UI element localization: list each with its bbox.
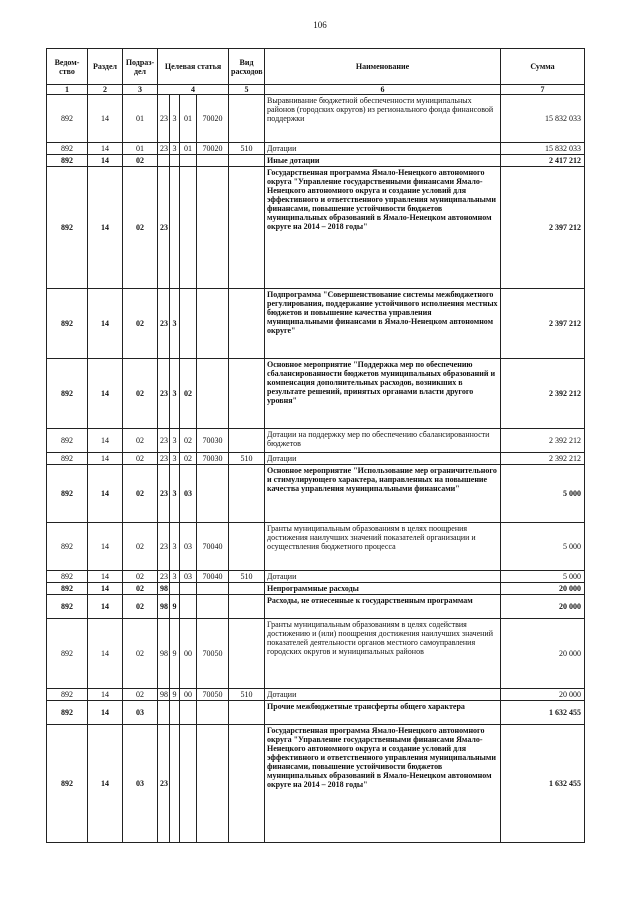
cell-target-event: 02: [180, 453, 197, 465]
cell-expense-type: 510: [229, 453, 265, 465]
table-row: [47, 619, 585, 689]
cell-target-direction: 70050: [197, 689, 229, 701]
cell-expense-type: 510: [229, 143, 265, 155]
cell-expense-type: [229, 725, 265, 843]
cell-target-event: 01: [180, 95, 197, 143]
cell-target-subprogram: 3: [170, 429, 180, 453]
table-row: [47, 289, 585, 359]
cell-vedomstvo: 892: [47, 453, 88, 465]
col-number: 4: [158, 85, 229, 95]
cell-target-direction: [197, 701, 229, 725]
table-row: [47, 429, 585, 453]
cell-razdel: 14: [88, 725, 123, 843]
cell-podrazdel: 02: [123, 523, 158, 571]
cell-target-program: 23: [158, 465, 170, 523]
cell-expense-type: [229, 167, 265, 289]
cell-target-subprogram: [170, 583, 180, 595]
cell-sum: 1 632 455: [501, 701, 585, 725]
cell-vedomstvo: 892: [47, 155, 88, 167]
cell-target-direction: [197, 359, 229, 429]
header-vedomstvo: Ведом- ство: [47, 49, 88, 85]
cell-name: Расходы, не отнесенные к государственным программам: [265, 595, 501, 619]
cell-target-direction: [197, 465, 229, 523]
cell-name: Прочие межбюджетные трансферты общего характера: [265, 701, 501, 725]
cell-target-event: [180, 595, 197, 619]
cell-podrazdel: 03: [123, 725, 158, 843]
cell-podrazdel: 02: [123, 465, 158, 523]
table-row: [47, 359, 585, 429]
cell-expense-type: [229, 95, 265, 143]
cell-expense-type: [229, 619, 265, 689]
cell-target-subprogram: 9: [170, 689, 180, 701]
cell-target-program: 23: [158, 453, 170, 465]
cell-razdel: 14: [88, 701, 123, 725]
cell-vedomstvo: 892: [47, 595, 88, 619]
cell-target-direction: [197, 167, 229, 289]
cell-razdel: 14: [88, 289, 123, 359]
cell-target-direction: [197, 583, 229, 595]
cell-podrazdel: 02: [123, 571, 158, 583]
cell-target-program: 23: [158, 95, 170, 143]
cell-podrazdel: 02: [123, 583, 158, 595]
cell-target-program: 98: [158, 595, 170, 619]
cell-razdel: 14: [88, 689, 123, 701]
cell-expense-type: 510: [229, 571, 265, 583]
col-number: 6: [265, 85, 501, 95]
table-row: [47, 595, 585, 619]
cell-vedomstvo: 892: [47, 689, 88, 701]
cell-name: Государственная программа Ямало-Ненецкого автономного округа "Управление государственными финансами Ямало-Ненецкого автономного округа и создание условий для эффективного и ответственного управления муниципальными финансами, повышение устойчивости бюджетов муниципальных образований в Ямало-Ненецком автономном округе на 2014 – 2018 годы": [265, 167, 501, 289]
cell-target-subprogram: 3: [170, 95, 180, 143]
cell-sum: 20 000: [501, 583, 585, 595]
cell-target-subprogram: 3: [170, 523, 180, 571]
cell-expense-type: [229, 595, 265, 619]
cell-target-event: [180, 725, 197, 843]
cell-target-subprogram: 3: [170, 465, 180, 523]
cell-target-event: 03: [180, 465, 197, 523]
cell-vedomstvo: 892: [47, 465, 88, 523]
cell-razdel: 14: [88, 429, 123, 453]
table-row: [47, 701, 585, 725]
cell-target-program: 98: [158, 619, 170, 689]
cell-sum: 2 392 212: [501, 429, 585, 453]
budget-table: [46, 48, 585, 843]
cell-sum: 20 000: [501, 619, 585, 689]
cell-podrazdel: 02: [123, 289, 158, 359]
cell-razdel: 14: [88, 571, 123, 583]
cell-target-direction: [197, 289, 229, 359]
cell-podrazdel: 02: [123, 619, 158, 689]
table-row: [47, 523, 585, 571]
header-row: [47, 49, 585, 85]
cell-razdel: 14: [88, 523, 123, 571]
cell-target-direction: 70020: [197, 143, 229, 155]
cell-expense-type: [229, 523, 265, 571]
cell-target-subprogram: [170, 725, 180, 843]
cell-target-event: 02: [180, 359, 197, 429]
cell-target-event: 03: [180, 523, 197, 571]
cell-name: Дотации: [265, 143, 501, 155]
cell-razdel: 14: [88, 595, 123, 619]
cell-razdel: 14: [88, 583, 123, 595]
col-number: 1: [47, 85, 88, 95]
cell-razdel: 14: [88, 619, 123, 689]
cell-vedomstvo: 892: [47, 143, 88, 155]
cell-expense-type: [229, 289, 265, 359]
cell-podrazdel: 01: [123, 143, 158, 155]
cell-target-program: 23: [158, 429, 170, 453]
col-number: 7: [501, 85, 585, 95]
cell-vedomstvo: 892: [47, 523, 88, 571]
cell-razdel: 14: [88, 453, 123, 465]
header-naim: Наименование: [265, 49, 501, 85]
cell-name: Гранты муниципальным образованиям в целях содействия достижению и (или) поощрения достижения наилучших значений показателей деятельности органов местного самоуправления городских округов и муниципальных районов: [265, 619, 501, 689]
header-summa: Сумма: [501, 49, 585, 85]
cell-target-event: 00: [180, 619, 197, 689]
table-row: [47, 725, 585, 843]
cell-vedomstvo: 892: [47, 167, 88, 289]
header-podrazdel: Подраз- дел: [123, 49, 158, 85]
cell-target-program: 23: [158, 289, 170, 359]
cell-name: Основное мероприятие "Использование мер ограничительного и стимулирующего характера, направленных на повышение качества управления муниципальными финансами": [265, 465, 501, 523]
cell-target-direction: [197, 595, 229, 619]
cell-podrazdel: 02: [123, 453, 158, 465]
cell-sum: 2 392 212: [501, 359, 585, 429]
cell-expense-type: [229, 465, 265, 523]
cell-target-direction: 70040: [197, 523, 229, 571]
cell-podrazdel: 02: [123, 689, 158, 701]
table-row: [47, 465, 585, 523]
cell-razdel: 14: [88, 95, 123, 143]
cell-razdel: 14: [88, 143, 123, 155]
col-number: 2: [88, 85, 123, 95]
table-row: [47, 95, 585, 143]
cell-target-event: [180, 167, 197, 289]
cell-podrazdel: 02: [123, 595, 158, 619]
cell-podrazdel: 01: [123, 95, 158, 143]
cell-target-direction: 70030: [197, 453, 229, 465]
header-vid: Вид расходов: [229, 49, 265, 85]
cell-name: Государственная программа Ямало-Ненецкого автономного округа "Управление государственными финансами Ямало-Ненецкого автономного округа и создание условий для эффективного и ответственного управления муниципальными финансами, повышение устойчивости бюджетов муниципальных образований в Ямало-Ненецком автономном округе на 2014 – 2018 годы": [265, 725, 501, 843]
cell-name: Дотации: [265, 571, 501, 583]
cell-target-program: 23: [158, 167, 170, 289]
cell-expense-type: [229, 155, 265, 167]
cell-expense-type: [229, 583, 265, 595]
cell-razdel: 14: [88, 465, 123, 523]
cell-vedomstvo: 892: [47, 583, 88, 595]
header-celevaya: Целевая статья: [158, 49, 229, 85]
cell-sum: 15 832 033: [501, 95, 585, 143]
cell-target-direction: 70040: [197, 571, 229, 583]
cell-name: Дотации: [265, 453, 501, 465]
cell-target-subprogram: [170, 155, 180, 167]
column-number-row: [47, 85, 585, 95]
cell-podrazdel: 02: [123, 429, 158, 453]
cell-vedomstvo: 892: [47, 725, 88, 843]
cell-podrazdel: 02: [123, 359, 158, 429]
cell-target-program: [158, 701, 170, 725]
cell-target-event: 03: [180, 571, 197, 583]
cell-vedomstvo: 892: [47, 95, 88, 143]
cell-razdel: 14: [88, 155, 123, 167]
cell-target-direction: 70050: [197, 619, 229, 689]
cell-razdel: 14: [88, 359, 123, 429]
cell-name: Дотации на поддержку мер по обеспечению сбалансированности бюджетов: [265, 429, 501, 453]
cell-target-event: [180, 701, 197, 725]
cell-target-subprogram: 3: [170, 143, 180, 155]
cell-target-subprogram: 3: [170, 289, 180, 359]
table-row: [47, 583, 585, 595]
cell-name: Подпрограмма "Совершенствование системы межбюджетного регулирования, поддержание устойчивого исполнения местных бюджетов и повышение качества управления муниципальными финансами в Ямало-Ненецком автономном округе": [265, 289, 501, 359]
cell-target-direction: 70020: [197, 95, 229, 143]
cell-podrazdel: 02: [123, 155, 158, 167]
cell-sum: 5 000: [501, 571, 585, 583]
cell-target-subprogram: 9: [170, 619, 180, 689]
cell-razdel: 14: [88, 167, 123, 289]
cell-target-subprogram: 3: [170, 571, 180, 583]
cell-target-subprogram: [170, 701, 180, 725]
table-row: [47, 155, 585, 167]
cell-name: Выравнивание бюджетной обеспеченности муниципальных районов (городских округов) из регионального фонда финансовой поддержки: [265, 95, 501, 143]
table-row: [47, 453, 585, 465]
cell-vedomstvo: 892: [47, 429, 88, 453]
cell-expense-type: [229, 429, 265, 453]
cell-podrazdel: 03: [123, 701, 158, 725]
page-number: 106: [313, 20, 327, 30]
col-number: 5: [229, 85, 265, 95]
cell-sum: 20 000: [501, 595, 585, 619]
table-row: [47, 689, 585, 701]
cell-target-event: [180, 583, 197, 595]
cell-sum: 2 397 212: [501, 167, 585, 289]
cell-target-event: 01: [180, 143, 197, 155]
cell-target-program: 23: [158, 359, 170, 429]
cell-target-direction: [197, 725, 229, 843]
cell-target-event: [180, 289, 197, 359]
cell-expense-type: [229, 359, 265, 429]
cell-target-subprogram: 3: [170, 359, 180, 429]
cell-name: Основное мероприятие "Поддержка мер по обеспечению сбалансированности бюджетов муниципальных образований и компенсация дополнительных расходов, возникших в результате решений, принятых органами власти другого уровня": [265, 359, 501, 429]
cell-target-program: 23: [158, 571, 170, 583]
cell-podrazdel: 02: [123, 167, 158, 289]
table-row: [47, 571, 585, 583]
cell-vedomstvo: 892: [47, 359, 88, 429]
cell-sum: 5 000: [501, 523, 585, 571]
cell-sum: 2 392 212: [501, 453, 585, 465]
cell-target-direction: [197, 155, 229, 167]
cell-expense-type: 510: [229, 689, 265, 701]
cell-sum: 2 397 212: [501, 289, 585, 359]
cell-target-subprogram: [170, 167, 180, 289]
table-row: [47, 143, 585, 155]
cell-target-program: 98: [158, 689, 170, 701]
cell-target-event: [180, 155, 197, 167]
cell-target-program: 98: [158, 583, 170, 595]
cell-sum: 1 632 455: [501, 725, 585, 843]
cell-target-direction: 70030: [197, 429, 229, 453]
cell-vedomstvo: 892: [47, 701, 88, 725]
cell-target-event: 02: [180, 429, 197, 453]
cell-target-subprogram: 9: [170, 595, 180, 619]
cell-sum: 2 417 212: [501, 155, 585, 167]
table-row: [47, 167, 585, 289]
cell-target-subprogram: 3: [170, 453, 180, 465]
cell-target-program: 23: [158, 143, 170, 155]
col-number: 3: [123, 85, 158, 95]
cell-sum: 5 000: [501, 465, 585, 523]
cell-vedomstvo: 892: [47, 571, 88, 583]
cell-name: Гранты муниципальным образованиям в целях поощрения достижения наилучших значений показателей организации и осуществления бюджетного процесса: [265, 523, 501, 571]
cell-name: Непрограммные расходы: [265, 583, 501, 595]
cell-name: Иные дотации: [265, 155, 501, 167]
cell-vedomstvo: 892: [47, 289, 88, 359]
cell-name: Дотации: [265, 689, 501, 701]
cell-target-event: 00: [180, 689, 197, 701]
cell-target-program: [158, 155, 170, 167]
cell-sum: 20 000: [501, 689, 585, 701]
cell-sum: 15 832 033: [501, 143, 585, 155]
cell-expense-type: [229, 701, 265, 725]
cell-target-program: 23: [158, 523, 170, 571]
cell-vedomstvo: 892: [47, 619, 88, 689]
header-razdel: Раздел: [88, 49, 123, 85]
cell-target-program: 23: [158, 725, 170, 843]
